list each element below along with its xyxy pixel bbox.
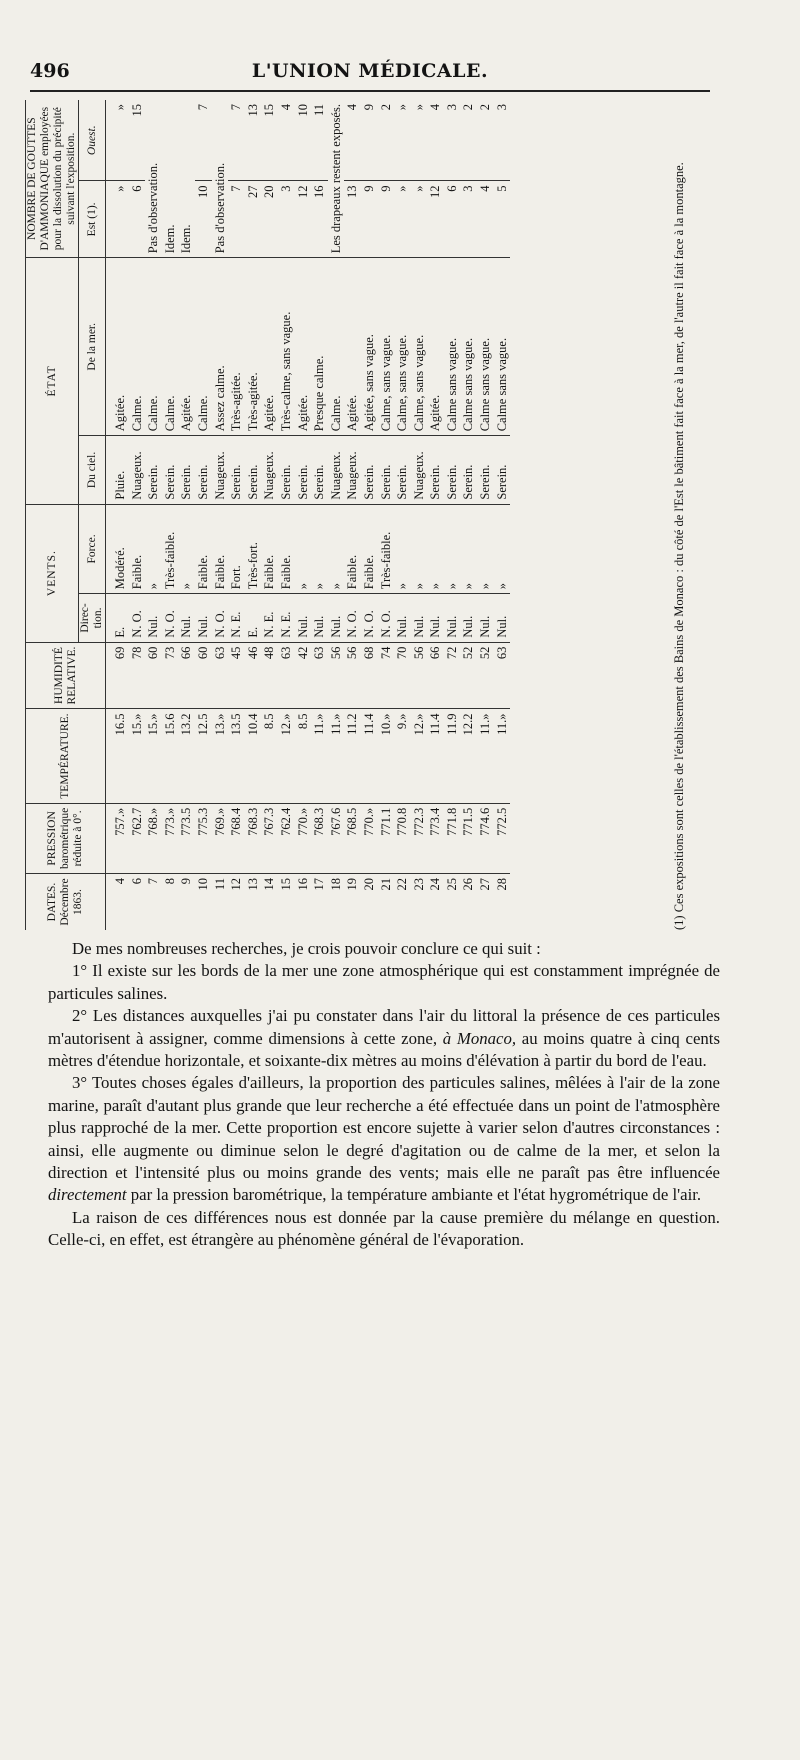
cell-etat-mer: Calme, sans vague.: [411, 258, 428, 436]
body-text: [48, 938, 720, 1252]
cell-vent-direction: Nul.: [195, 594, 212, 642]
cell-ouest: 2: [478, 104, 493, 111]
cell-temperature: 13.5: [228, 709, 245, 803]
table-row: [411, 100, 428, 930]
cell-est: 12: [427, 181, 444, 258]
header-vents-direction: Direc- tion.: [79, 594, 106, 642]
table-row: [311, 100, 328, 930]
cell-pression: 771.5: [460, 803, 477, 873]
cell-est: 9: [361, 181, 378, 258]
cell-date: 28: [494, 874, 511, 930]
cell-date: 8: [162, 874, 179, 930]
cell-vent-direction: N. O.: [129, 594, 146, 642]
cell-etat-ciel: Serein.: [427, 436, 444, 504]
cell-ouest: 9: [361, 104, 376, 111]
cell-ouest: 3: [494, 104, 509, 111]
cell-vent-direction: Nul.: [444, 594, 461, 642]
cell-vent-direction: E.: [245, 594, 262, 642]
cell-vent-force: »: [427, 504, 444, 594]
cell-ouest: »: [113, 104, 127, 111]
cell-humidite: 63: [494, 642, 511, 709]
table-row: [162, 100, 179, 930]
cell-etat-ciel: Serein.: [228, 436, 245, 504]
cell-note: Les drapeaux restent exposés.: [328, 104, 343, 254]
header-rule: [30, 90, 710, 92]
cell-pression: 772.5: [494, 803, 511, 873]
cell-note: Idem.: [179, 224, 194, 254]
cell-vent-direction: N. O.: [162, 594, 179, 642]
cell-pression: 767.6: [328, 803, 345, 873]
cell-temperature: 11.»: [328, 709, 345, 803]
cell-etat-ciel: Nuageux.: [129, 436, 146, 504]
cell-etat-mer: Assez calme.: [212, 258, 229, 436]
paragraph-1: 1° Il existe sur les bords de la mer une zone atmosphérique qui est constamment imprégnée de particules salines.: [48, 961, 720, 1003]
cell-pression: 772.3: [411, 803, 428, 873]
cell-humidite: 63: [278, 642, 295, 709]
table-row: [344, 100, 361, 930]
cell-vent-direction: Nul.: [328, 594, 345, 642]
table-row: [228, 100, 245, 930]
cell-vent-force: Très-fort.: [245, 504, 262, 594]
cell-vent-direction: N. E.: [228, 594, 245, 642]
header-dates: DATES. Décembre 1863.: [26, 874, 106, 930]
cell-pression: 769.»: [212, 803, 229, 873]
cell-pression: 768.5: [344, 803, 361, 873]
cell-humidite: 60: [195, 642, 212, 709]
cell-ouest: 3: [444, 104, 459, 111]
cell-vent-direction: N. E.: [261, 594, 278, 642]
cell-pression: 768.»: [145, 803, 162, 873]
cell-etat-mer: Presque calme.: [311, 258, 328, 436]
cell-vent-force: Très-faible.: [378, 504, 395, 594]
cell-date: 9: [178, 874, 195, 930]
cell-vent-force: Fort.: [228, 504, 245, 594]
cell-humidite: 74: [378, 642, 395, 709]
cell-vent-direction: Nul.: [295, 594, 312, 642]
cell-ouest: 7: [195, 104, 210, 111]
cell-ouest: 15: [262, 104, 277, 117]
cell-humidite: 52: [477, 642, 494, 709]
cell-date: 11: [212, 874, 229, 930]
cell-est: »: [106, 181, 129, 258]
cell-vent-direction: Nul.: [178, 594, 195, 642]
cell-vent-force: Faible.: [278, 504, 295, 594]
cell-date: 12: [228, 874, 245, 930]
table-footnote: (1) Ces expositions sont celles de l'établissement des Bains de Monaco : du côté de l'Est le bâtiment fait face à la mer, de l'autre il fait face à la montagne.: [672, 162, 686, 930]
cell-est: »: [411, 181, 428, 258]
cell-humidite: 68: [361, 642, 378, 709]
cell-pression: 768.3: [245, 803, 262, 873]
cell-temperature: 12.2: [460, 709, 477, 803]
cell-etat-mer: Agitée.: [344, 258, 361, 436]
cell-etat-mer: Agitée.: [261, 258, 278, 436]
cell-date: 6: [129, 874, 146, 930]
table-row: [444, 100, 461, 930]
cell-temperature: 11.9: [444, 709, 461, 803]
cell-etat-ciel: Serein.: [477, 436, 494, 504]
table-row: [427, 100, 444, 930]
cell-date: 19: [344, 874, 361, 930]
p2-emphasis: à Monaco,: [442, 1028, 517, 1048]
cell-etat-ciel: Serein.: [245, 436, 262, 504]
running-head: L'UNION MÉDICALE.: [251, 60, 489, 82]
cell-humidite: 72: [444, 642, 461, 709]
cell-etat-mer: Agitée, sans vague.: [361, 258, 378, 436]
cell-humidite: 42: [295, 642, 312, 709]
cell-humidite: 70: [394, 642, 411, 709]
cell-etat-ciel: Serein.: [295, 436, 312, 504]
cell-temperature: 13.»: [212, 709, 229, 803]
cell-humidite: 56: [328, 642, 345, 709]
table-row: [261, 100, 278, 930]
cell-humidite: 46: [245, 642, 262, 709]
cell-etat-mer: Très-agitée.: [228, 258, 245, 436]
cell-pression: 773.»: [162, 803, 179, 873]
cell-vent-direction: Nul.: [394, 594, 411, 642]
cell-etat-mer: Calme.: [195, 258, 212, 436]
header-vents: VENTS.: [26, 504, 79, 642]
cell-vent-force: »: [394, 504, 411, 594]
cell-humidite: 45: [228, 642, 245, 709]
cell-etat-mer: Calme sans vague.: [477, 258, 494, 436]
cell-ouest: 13: [245, 104, 260, 117]
table-row: [361, 100, 378, 930]
table-body: [106, 100, 511, 930]
cell-temperature: 11.2: [344, 709, 361, 803]
cell-vent-force: »: [444, 504, 461, 594]
cell-ouest: 7: [229, 104, 244, 111]
cell-temperature: 8.5: [295, 709, 312, 803]
cell-pression: 770.8: [394, 803, 411, 873]
cell-ouest: 15: [129, 104, 144, 117]
cell-est: 7: [228, 181, 245, 258]
cell-etat-mer: Calme sans vague.: [460, 258, 477, 436]
cell-humidite: 78: [129, 642, 146, 709]
header-ouest: Ouest.: [79, 100, 106, 181]
cell-est: 9: [378, 181, 395, 258]
table-row: [295, 100, 312, 930]
cell-ouest: »: [411, 104, 426, 111]
cell-etat-ciel: Nuageux.: [212, 436, 229, 504]
cell-temperature: 11.»: [477, 709, 494, 803]
header-pression: PRESSION barométrique réduite à 0°.: [26, 803, 106, 873]
cell-vent-direction: Nul.: [411, 594, 428, 642]
cell-est: 4: [477, 181, 494, 258]
cell-vent-direction: N. O.: [378, 594, 395, 642]
cell-vent-force: »: [494, 504, 511, 594]
paragraph-intro: De mes nombreuses recherches, je crois pouvoir conclure ce qui suit :: [72, 939, 541, 958]
cell-humidite: 66: [178, 642, 195, 709]
cell-vent-force: Faible.: [195, 504, 212, 594]
cell-vent-force: »: [178, 504, 195, 594]
observations-table: [25, 100, 510, 930]
cell-pression: 773.4: [427, 803, 444, 873]
cell-vent-direction: Nul.: [460, 594, 477, 642]
cell-est: 20: [261, 181, 278, 258]
cell-etat-ciel: Serein.: [195, 436, 212, 504]
cell-date: 17: [311, 874, 328, 930]
cell-ouest: 2: [461, 104, 476, 111]
cell-temperature: 11.»: [494, 709, 511, 803]
cell-note: Idem.: [162, 224, 177, 254]
cell-date: 4: [106, 874, 129, 930]
table-row: [145, 100, 162, 930]
page-number: 496: [30, 60, 70, 82]
cell-etat-mer: Calme, sans vague.: [378, 258, 395, 436]
cell-ouest: 11: [312, 104, 327, 117]
paragraph-4: La raison de ces différences nous est donnée par la cause première du mélange en question. Celle-ci, en effet, est étrangère au phénomène général de l'évaporation.: [48, 1207, 720, 1250]
cell-vent-direction: N. E.: [278, 594, 295, 642]
p2-text-b: au moins quatre à cinq cents mètres d'étendue horizontale, et soixante-dix mètres au moins d'élévation à partir du bord de l'eau.: [48, 1028, 720, 1071]
cell-etat-mer: Agitée.: [178, 258, 195, 436]
cell-etat-mer: Calme.: [328, 258, 345, 436]
observations-table-region: [25, 100, 705, 930]
header-humidite: HUMIDITÉ RELATIVE.: [26, 642, 106, 709]
cell-vent-force: Faible.: [361, 504, 378, 594]
cell-note: Pas d'observation.: [146, 162, 161, 254]
cell-ouest: 4: [278, 104, 293, 111]
cell-date: 23: [411, 874, 428, 930]
cell-pression: 773.5: [178, 803, 195, 873]
cell-ouest: 10: [295, 104, 310, 117]
table-row: [394, 100, 411, 930]
cell-est: 27: [245, 181, 262, 258]
cell-ouest: 2: [378, 104, 393, 111]
cell-est: 12: [295, 181, 312, 258]
cell-date: 24: [427, 874, 444, 930]
cell-etat-ciel: Serein.: [162, 436, 179, 504]
cell-pression: 770.»: [295, 803, 312, 873]
cell-humidite: 66: [427, 642, 444, 709]
table-row: [378, 100, 395, 930]
cell-humidite: 63: [311, 642, 328, 709]
table-row: [106, 100, 129, 930]
cell-etat-ciel: Nuageux.: [344, 436, 361, 504]
cell-est: 13: [344, 181, 361, 258]
cell-pression: 771.8: [444, 803, 461, 873]
cell-vent-direction: Nul.: [477, 594, 494, 642]
cell-est: 3: [278, 181, 295, 258]
cell-etat-mer: Calme.: [129, 258, 146, 436]
table-row: [278, 100, 295, 930]
cell-etat-ciel: Serein.: [361, 436, 378, 504]
cell-date: 21: [378, 874, 395, 930]
cell-ouest: »: [395, 104, 410, 111]
cell-temperature: 12.»: [278, 709, 295, 803]
cell-vent-force: »: [460, 504, 477, 594]
cell-est: 3: [460, 181, 477, 258]
cell-est: 16: [311, 181, 328, 258]
cell-humidite: 52: [460, 642, 477, 709]
cell-vent-direction: E.: [106, 594, 129, 642]
cell-etat-ciel: Serein.: [178, 436, 195, 504]
cell-temperature: 12.5: [195, 709, 212, 803]
cell-vent-force: »: [477, 504, 494, 594]
cell-vent-force: Modéré.: [106, 504, 129, 594]
cell-pression: 770.»: [361, 803, 378, 873]
cell-etat-ciel: Nuageux.: [411, 436, 428, 504]
cell-pression: 768.4: [228, 803, 245, 873]
cell-temperature: 9.»: [394, 709, 411, 803]
cell-vent-force: »: [328, 504, 345, 594]
p3-text-a: 3° Toutes choses égales d'ailleurs, la proportion des particules salines, mêlées à l'air de la zone marine, paraît d'autant plus grande que leur recherche a été effectuée dans un point de l'atmosphère plus rapproché de la mer. Cette proportion est encore sujette à varier selon d'autres circonstances : ainsi, elle augmente ou diminue selon le degré d'agitation ou de calme de la mer, et selon la direction et l'intensité plus ou moins grande des vents; mais elle ne paraît pas être influencée: [48, 1073, 720, 1183]
header-ammoniaque: NOMBRE DE GOUTTES D'AMMONIAQUE employées pour la dissolution du précipité suivant l'exposition.: [26, 100, 79, 258]
cell-etat-mer: Très-agitée.: [245, 258, 262, 436]
cell-date: 20: [361, 874, 378, 930]
cell-temperature: 16.5: [106, 709, 129, 803]
cell-temperature: 8.5: [261, 709, 278, 803]
cell-vent-force: Faible.: [129, 504, 146, 594]
cell-pression: 757.»: [106, 803, 129, 873]
cell-vent-force: Très-faible.: [162, 504, 179, 594]
table-row: [129, 100, 146, 930]
cell-vent-direction: Nul.: [494, 594, 511, 642]
cell-note: Pas d'observation.: [212, 162, 227, 254]
cell-pression: 762.4: [278, 803, 295, 873]
cell-temperature: 11.»: [311, 709, 328, 803]
cell-est: »: [394, 181, 411, 258]
rotated-table: [25, 100, 705, 930]
cell-pression: 775.3: [195, 803, 212, 873]
cell-etat-mer: Calme, sans vague.: [394, 258, 411, 436]
cell-temperature: 10.»: [378, 709, 395, 803]
cell-vent-force: Faible.: [212, 504, 229, 594]
cell-vent-force: »: [411, 504, 428, 594]
cell-temperature: 11.4: [427, 709, 444, 803]
cell-temperature: 10.4: [245, 709, 262, 803]
p3-emphasis: directement: [48, 1185, 127, 1205]
cell-date: 18: [328, 874, 345, 930]
cell-date: 13: [245, 874, 262, 930]
cell-vent-direction: Nul.: [145, 594, 162, 642]
cell-date: 26: [460, 874, 477, 930]
header-est: Est (1).: [79, 181, 106, 258]
cell-etat-ciel: Serein.: [494, 436, 511, 504]
cell-etat-ciel: Serein.: [278, 436, 295, 504]
header-etat: ÉTAT: [26, 258, 79, 504]
cell-vent-direction: N. O.: [212, 594, 229, 642]
table-row: [328, 100, 345, 930]
cell-etat-ciel: Serein.: [145, 436, 162, 504]
cell-humidite: 48: [261, 642, 278, 709]
header-etat-mer: De la mer.: [79, 258, 106, 436]
cell-etat-mer: Agitée.: [427, 258, 444, 436]
cell-etat-ciel: Serein.: [311, 436, 328, 504]
cell-humidite: 56: [411, 642, 428, 709]
paragraph-2: [48, 1005, 720, 1072]
cell-humidite: 63: [212, 642, 229, 709]
cell-vent-direction: N. O.: [361, 594, 378, 642]
table-row: [460, 100, 477, 930]
header-temperature: TEMPÉRATURE.: [26, 709, 106, 803]
cell-vent-force: »: [145, 504, 162, 594]
cell-date: 7: [145, 874, 162, 930]
cell-est: 6: [444, 181, 461, 258]
cell-pression: 768.3: [311, 803, 328, 873]
table-row: [494, 100, 511, 930]
cell-temperature: 15.»: [129, 709, 146, 803]
cell-etat-mer: Calme sans vague.: [444, 258, 461, 436]
cell-vent-force: Faible.: [261, 504, 278, 594]
cell-ouest: 4: [428, 104, 443, 111]
cell-humidite: 60: [145, 642, 162, 709]
cell-etat-ciel: Serein.: [444, 436, 461, 504]
table-row: [212, 100, 229, 930]
cell-vent-direction: Nul.: [427, 594, 444, 642]
table-row: [477, 100, 494, 930]
cell-etat-mer: Calme sans vague.: [494, 258, 511, 436]
cell-date: 16: [295, 874, 312, 930]
table-row: [245, 100, 262, 930]
cell-etat-ciel: Nuageux.: [328, 436, 345, 504]
cell-temperature: 11.4: [361, 709, 378, 803]
cell-temperature: 15.»: [145, 709, 162, 803]
cell-date: 10: [195, 874, 212, 930]
paragraph-3: [48, 1072, 720, 1206]
cell-humidite: 69: [106, 642, 129, 709]
header-etat-ciel: Du ciel.: [79, 436, 106, 504]
cell-etat-ciel: Nuageux.: [261, 436, 278, 504]
cell-pression: 762.7: [129, 803, 146, 873]
cell-etat-mer: Agitée.: [106, 258, 129, 436]
cell-est: 10: [195, 181, 212, 258]
table-row: [178, 100, 195, 930]
table-row: [195, 100, 212, 930]
page-header: [30, 60, 710, 84]
p2-text-a: 2° Les distances auxquelles j'ai pu constater dans l'air du littoral la présence de ces particules m'autorisent à assigner, comme dimensions à cette zone,: [48, 1006, 720, 1048]
cell-vent-direction: N. O.: [344, 594, 361, 642]
p3-text-b: par la pression barométrique, la température ambiante et l'état hygrométrique de l'air.: [126, 1185, 702, 1205]
cell-vent-force: »: [295, 504, 312, 594]
cell-etat-ciel: Pluie.: [106, 436, 129, 504]
cell-pression: 767.3: [261, 803, 278, 873]
cell-vent-force: »: [311, 504, 328, 594]
cell-pression: 771.1: [378, 803, 395, 873]
cell-etat-ciel: Serein.: [460, 436, 477, 504]
cell-etat-mer: Agitée.: [295, 258, 312, 436]
cell-date: 25: [444, 874, 461, 930]
cell-date: 27: [477, 874, 494, 930]
cell-temperature: 13.2: [178, 709, 195, 803]
cell-vent-direction: Nul.: [311, 594, 328, 642]
cell-ouest: 4: [345, 104, 360, 111]
cell-vent-force: Faible.: [344, 504, 361, 594]
header-vents-force: Force.: [79, 504, 106, 594]
cell-etat-mer: Calme.: [162, 258, 179, 436]
cell-est: 6: [129, 181, 146, 258]
cell-etat-ciel: Serein.: [394, 436, 411, 504]
cell-date: 14: [261, 874, 278, 930]
cell-pression: 774.6: [477, 803, 494, 873]
cell-temperature: 12.»: [411, 709, 428, 803]
cell-date: 22: [394, 874, 411, 930]
cell-etat-mer: Très-calme, sans vague.: [278, 258, 295, 436]
cell-humidite: 73: [162, 642, 179, 709]
cell-etat-ciel: Serein.: [378, 436, 395, 504]
cell-date: 15: [278, 874, 295, 930]
cell-etat-mer: Calme.: [145, 258, 162, 436]
cell-temperature: 15.6: [162, 709, 179, 803]
cell-humidite: 56: [344, 642, 361, 709]
cell-est: 5: [494, 181, 511, 258]
